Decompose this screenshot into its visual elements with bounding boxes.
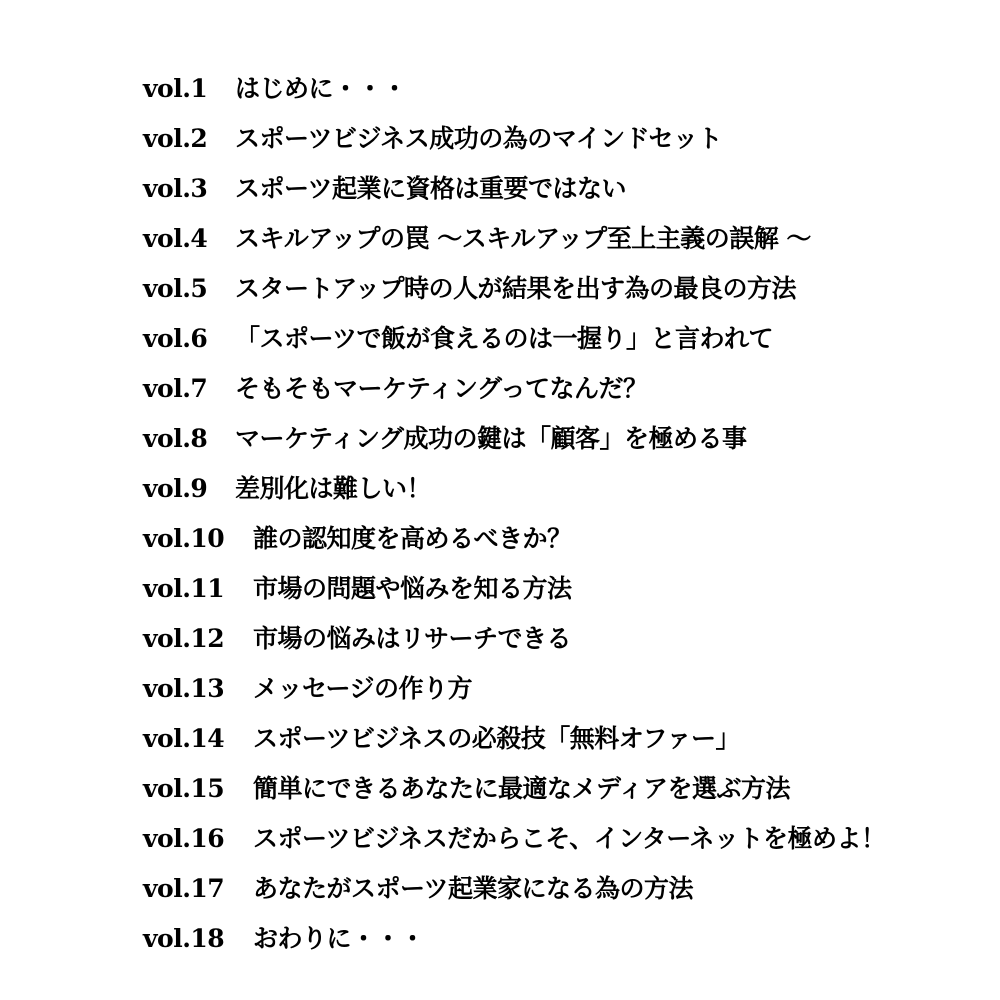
toc-item [143,571,983,621]
chapter-title: スポーツ起業に資格は重要ではない [235,174,627,203]
volume-number: vol.15 [143,774,225,803]
chapter-title: そもそもマーケティングってなんだ？ [235,374,648,403]
chapter-title: スキルアップの罠 ～スキルアップ至上主義の誤解 ～ [235,224,811,253]
toc-item [143,421,983,471]
chapter-title: スタートアップ時の人が結果を出す為の最良の方法 [235,274,797,303]
chapter-title: スポーツビジネスの必殺技「無料オファー」 [253,724,741,753]
volume-number: vol.1 [143,74,208,103]
volume-number: vol.7 [143,374,208,403]
volume-number: vol.5 [143,274,208,303]
volume-number: vol.18 [143,924,225,953]
volume-number: vol.10 [143,524,225,553]
volume-number: vol.17 [143,874,225,903]
toc-item [143,671,983,721]
chapter-title: マーケティング成功の鍵は「顧客」を極める事 [235,424,747,453]
toc-item [143,171,983,221]
chapter-title: 市場の悩みはリサーチできる [253,624,572,653]
chapter-title: スポーツビジネス成功の為のマインドセット [235,124,723,153]
toc-item [143,371,983,421]
volume-number: vol.4 [143,224,208,253]
toc-item [143,221,983,271]
volume-number: vol.6 [143,324,208,353]
chapter-title: 市場の問題や悩みを知る方法 [253,574,572,603]
chapter-title: 簡単にできるあなたに最適なメディアを選ぶ方法 [253,774,791,803]
chapter-title: 「スポーツで飯が食えるのは一握り」と言われて [235,324,774,353]
toc-item [143,821,983,871]
toc-item [143,71,983,121]
toc-item [143,321,983,371]
toc-item [143,271,983,321]
chapter-title: スポーツビジネスだからこそ、インターネットを極めよ！ [253,824,886,853]
toc-item [143,521,983,571]
toc-item [143,871,983,921]
volume-number: vol.8 [143,424,208,453]
volume-number: vol.11 [143,574,225,603]
toc-item [143,121,983,171]
volume-number: vol.3 [143,174,208,203]
volume-number: vol.16 [143,824,225,853]
toc-item [143,621,983,671]
volume-number: vol.2 [143,124,208,153]
toc-item [143,471,983,521]
chapter-title: あなたがスポーツ起業家になる為の方法 [253,874,694,903]
toc-item [143,721,983,771]
table-of-contents [143,71,983,971]
chapter-title: メッセージの作り方 [253,674,473,703]
volume-number: vol.12 [143,624,225,653]
toc-item [143,771,983,821]
toc-item [143,921,983,971]
chapter-title: おわりに・・・ [253,924,425,953]
volume-number: vol.9 [143,474,208,503]
volume-number: vol.13 [143,674,225,703]
volume-number: vol.14 [143,724,225,753]
chapter-title: 誰の認知度を高めるべきか？ [253,524,572,553]
chapter-title: 差別化は難しい！ [235,474,432,503]
chapter-title: はじめに・・・ [235,74,407,103]
